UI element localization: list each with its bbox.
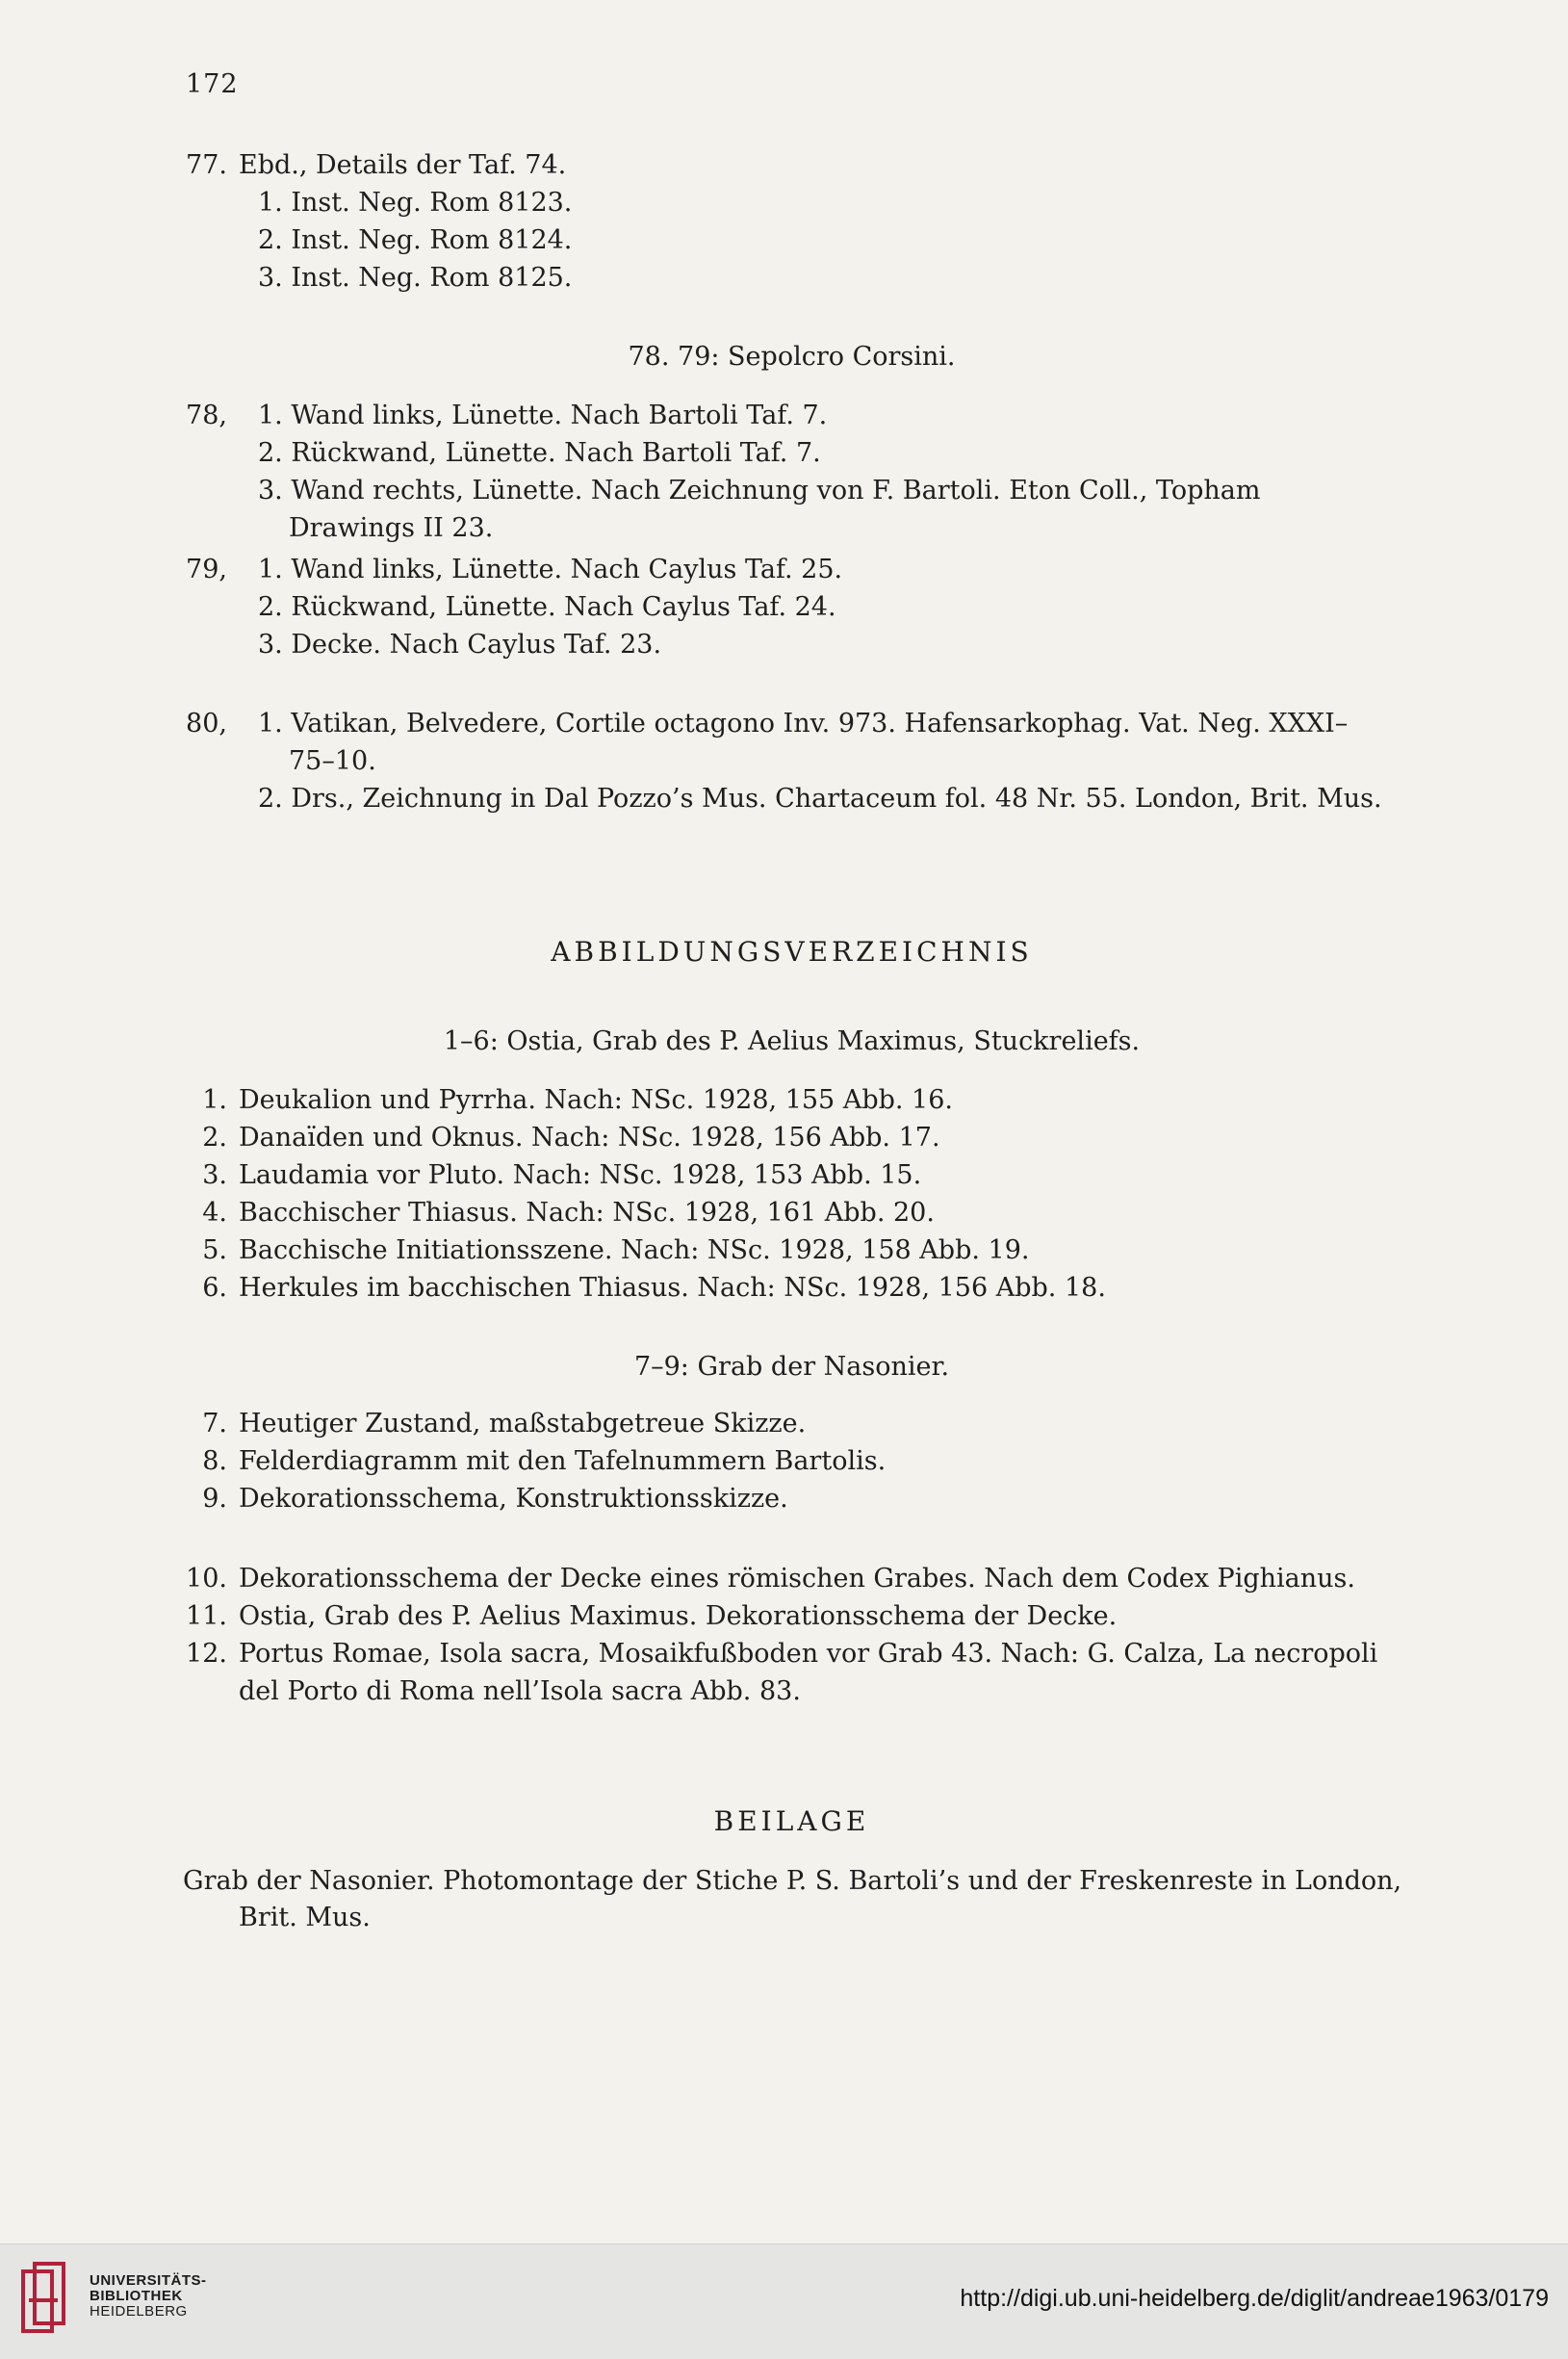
entry-number: 7. — [202, 1409, 227, 1439]
subheading-1-6: 1–6: Ostia, Grab des P. Aelius Maximus, Stuckreliefs. — [443, 1026, 1141, 1056]
library-name-line-1: UNIVERSITÄTS- — [90, 2272, 207, 2289]
entry-number: 3. — [202, 1160, 227, 1190]
entry-text: Ebd., Details der Taf. 74. — [239, 150, 567, 180]
entry-text: 2. Drs., Zeichnung in Dal Pozzo’s Mus. Chartaceum fol. 48 Nr. 55. London, Brit. Mus. — [258, 784, 1382, 814]
entry-number: 10. — [186, 1564, 227, 1594]
entry-text: Laudamia vor Pluto. Nach: NSc. 1928, 153 Abb. 15. — [239, 1160, 922, 1190]
library-name — [90, 2273, 207, 2320]
entry-text: Bacchische Initiationsszene. Nach: NSc. 1928, 158 Abb. 19. — [239, 1235, 1030, 1265]
entry-text: Dekorationsschema der Decke eines römischen Grabes. Nach dem Codex Pighianus. — [239, 1564, 1355, 1594]
heading-78-79: 78. 79: Sepolcro Corsini. — [628, 342, 956, 372]
entry-number: 11. — [186, 1601, 227, 1631]
entry-text: Bacchischer Thiasus. Nach: NSc. 1928, 161 Abb. 20. — [239, 1198, 935, 1228]
entry-text: 3. Inst. Neg. Rom 8125. — [258, 263, 573, 293]
entry-text: Heutiger Zustand, maßstabgetreue Skizze. — [239, 1409, 807, 1439]
entry-number: 9. — [202, 1484, 227, 1514]
entry-text: Dekorationsschema, Konstruktionsskizze. — [239, 1484, 788, 1514]
entry-text: Ostia, Grab des P. Aelius Maximus. Dekorationsschema der Decke. — [239, 1601, 1118, 1631]
university-library-logo-icon — [19, 2262, 81, 2341]
entry-number: 6. — [202, 1273, 227, 1303]
library-name-line-2: BIBLIOTHEK — [90, 2288, 183, 2304]
entry-text: 1. Wand links, Lünette. Nach Caylus Taf. 25. — [258, 555, 843, 584]
library-name-line-3: HEIDELBERG — [90, 2303, 188, 2320]
entry-number: 12. — [186, 1639, 227, 1669]
entry-number: 8. — [202, 1446, 227, 1476]
entry-text: 2. Inst. Neg. Rom 8124. — [258, 225, 573, 255]
beilage-line-1: Grab der Nasonier. Photomontage der Stiche P. S. Bartoli’s und der Freskenreste in London, — [183, 1866, 1402, 1896]
entry-number: 5. — [202, 1235, 227, 1265]
entry-text: 2. Rückwand, Lünette. Nach Caylus Taf. 24. — [258, 592, 836, 622]
entry-text: Herkules im bacchischen Thiasus. Nach: NSc. 1928, 156 Abb. 18. — [239, 1273, 1106, 1303]
entry-number: 79, — [186, 555, 227, 584]
subheading-7-9: 7–9: Grab der Nasonier. — [633, 1352, 950, 1382]
entry-text: Felderdiagramm mit den Tafelnummern Bartolis. — [239, 1446, 887, 1476]
entry-text: Danaïden und Oknus. Nach: NSc. 1928, 156 Abb. 17. — [239, 1123, 940, 1153]
entry-number: 80, — [186, 709, 227, 739]
entry-number: 4. — [202, 1198, 227, 1228]
entry-text: 1. Vatikan, Belvedere, Cortile octagono Inv. 973. Hafensarkophag. Vat. Neg. XXXI– — [258, 709, 1349, 739]
footer-bar — [0, 2243, 1568, 2359]
entry-text: 3. Decke. Nach Caylus Taf. 23. — [258, 630, 662, 660]
entry-text: 2. Rückwand, Lünette. Nach Bartoli Taf. 7. — [258, 438, 821, 468]
heading-abbildungsverzeichnis: ABBILDUNGSVERZEICHNIS — [551, 936, 1033, 968]
entry-text: 1. Inst. Neg. Rom 8123. — [258, 188, 573, 218]
entry-number: 77. — [186, 150, 227, 180]
heading-beilage: BEILAGE — [713, 1805, 870, 1837]
entry-text: 1. Wand links, Lünette. Nach Bartoli Taf. 7. — [258, 401, 828, 430]
entry-text: 3. Wand rechts, Lünette. Nach Zeichnung von F. Bartoli. Eton Coll., Topham — [258, 476, 1261, 506]
entry-number: 1. — [202, 1085, 227, 1115]
entry-text: Portus Romae, Isola sacra, Mosaikfußboden vor Grab 43. Nach: G. Calza, La necropoli — [239, 1639, 1378, 1669]
beilage-line-2: Brit. Mus. — [239, 1903, 371, 1932]
page-number: 172 — [186, 69, 239, 99]
entry-text: del Porto di Roma nell’Isola sacra Abb. 83. — [239, 1676, 801, 1706]
entry-text: Deukalion und Pyrrha. Nach: NSc. 1928, 155 Abb. 16. — [239, 1085, 953, 1115]
entry-number: 2. — [202, 1123, 227, 1153]
entry-text: Drawings II 23. — [289, 513, 494, 543]
entry-number: 78, — [186, 401, 227, 430]
entry-text: 75–10. — [289, 746, 376, 776]
source-url-link[interactable]: http://digi.ub.uni-heidelberg.de/diglit/andreae1963/0179 — [960, 2285, 1549, 2312]
